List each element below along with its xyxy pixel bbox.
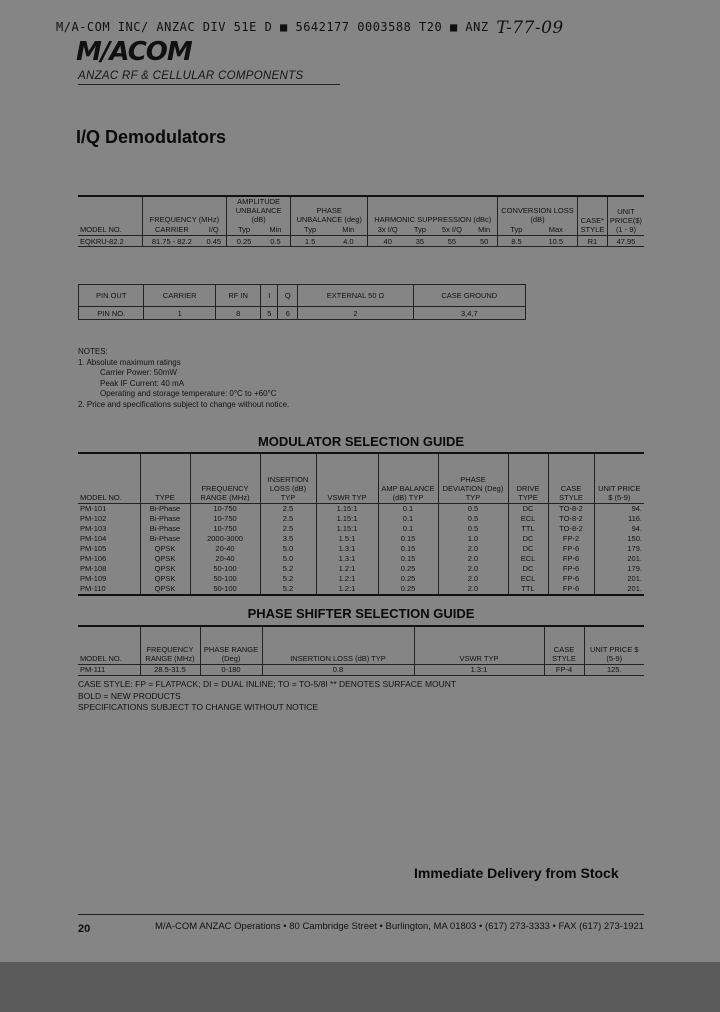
modulator-cell: 50-100 xyxy=(190,564,260,574)
modulator-cell: TTL xyxy=(508,584,548,595)
modulator-cell: QPSK xyxy=(140,554,190,564)
modulator-cell: FP-6 xyxy=(548,554,594,564)
modulator-cell: 1.2:1 xyxy=(316,574,378,584)
modulator-cell: ECL xyxy=(508,514,548,524)
note-1c: Operating and storage temperature: 0°C to +60°C xyxy=(100,389,277,398)
notes-title: NOTES: xyxy=(78,347,108,356)
modulator-cell: 0.1 xyxy=(378,524,438,534)
cell-model: EQKRU-82.2 xyxy=(80,236,124,246)
modulator-cell: TO-8-2 xyxy=(548,524,594,534)
table-row xyxy=(78,524,644,534)
col-h3-typ: Typ xyxy=(413,225,426,234)
modulator-cell: FP-6 xyxy=(548,574,594,584)
modulator-cell: 5.2 xyxy=(260,564,316,574)
modulator-cell: 2.0 xyxy=(438,564,508,574)
col-phase-typ: Typ xyxy=(290,225,329,236)
pin-header-ground: CASE GROUND xyxy=(413,285,525,307)
pin-cell: 1 xyxy=(144,307,216,320)
phase-shifter-col-header: VSWR TYP xyxy=(414,626,544,664)
modulator-cell: DC xyxy=(508,564,548,574)
modulator-cell: 10-750 xyxy=(190,503,260,514)
modulator-cell: 201. xyxy=(594,584,644,595)
cell-conv-typ: 8.5 xyxy=(498,236,535,247)
cell-case: R1 xyxy=(577,236,607,247)
phase-shifter-table xyxy=(78,625,644,676)
col-amplitude: AMPLITUDE UNBALANCE (dB) xyxy=(227,196,291,225)
iq-spec-table xyxy=(78,195,644,247)
modulator-cell: 94. xyxy=(594,503,644,514)
cell-conv-max: 10.5 xyxy=(548,236,564,246)
modulator-cell: 10-750 xyxy=(190,524,260,534)
note-1a: Carrier Power: 50mW xyxy=(100,368,177,377)
note-2: 2. Price and specifications subject to change without notice. xyxy=(78,399,290,409)
modulator-cell: 1.2:1 xyxy=(316,584,378,595)
modulator-col-header: VSWR TYP xyxy=(316,453,378,503)
modulator-cell: TTL xyxy=(508,524,548,534)
cell-h3-min: 35 xyxy=(415,236,425,246)
company-subtitle: ANZAC RF & CELLULAR COMPONENTS xyxy=(78,70,304,82)
tagline: Immediate Delivery from Stock xyxy=(414,865,619,881)
col-frequency: FREQUENCY (MHz) xyxy=(142,196,227,225)
modulator-cell: FP-6 xyxy=(548,584,594,595)
modulator-cell: 0.5 xyxy=(438,524,508,534)
phase-shifter-header-row xyxy=(78,626,644,664)
table-row xyxy=(78,236,644,247)
modulator-body xyxy=(78,503,644,595)
phase-shifter-cell: 0-180 xyxy=(200,664,262,675)
col-conv-typ: Typ xyxy=(498,225,535,236)
modulator-cell: Bi-Phase xyxy=(140,503,190,514)
col-unit-price: UNIT PRICE($) (1 - 9) xyxy=(607,196,644,236)
scan-margin xyxy=(0,962,720,1012)
phase-shifter-col-header: INSERTION LOSS (dB) TYP xyxy=(262,626,414,664)
col-iq: I/Q xyxy=(208,225,219,234)
cell-amp-typ: 0.25 xyxy=(227,236,261,247)
note-1b: Peak IF Current: 40 mA xyxy=(100,378,185,388)
subtitle-divider xyxy=(78,84,340,85)
modulator-cell: QPSK xyxy=(140,544,190,554)
modulator-cell: 0.25 xyxy=(378,574,438,584)
page-number: 20 xyxy=(78,923,91,935)
modulator-cell: 1.0 xyxy=(438,534,508,544)
modulator-cell: 2.0 xyxy=(438,544,508,554)
pin-header-carrier: CARRIER xyxy=(144,285,216,307)
modulator-cell: 0.5 xyxy=(438,503,508,514)
modulator-cell: 10-750 xyxy=(190,514,260,524)
modulator-cell: 1.15:1 xyxy=(316,524,378,534)
modulator-cell: 0.25 xyxy=(378,564,438,574)
col-case-style: CASE* STYLE xyxy=(577,196,607,236)
modulator-cell: 0.1 xyxy=(378,503,438,514)
pin-cell: 6 xyxy=(278,307,298,320)
phase-shifter-cell: 1.3:1 xyxy=(414,664,544,675)
modulator-cell: 94. xyxy=(594,524,644,534)
cell-carrier: 81.75 - 82.2 xyxy=(142,236,201,247)
pin-cell: 2 xyxy=(298,307,413,320)
col-harmonic: HARMONIC SUPPRESSION (dBc) xyxy=(368,196,498,225)
modulator-cell: 150. xyxy=(594,534,644,544)
modulator-col-header: FREQUENCY RANGE (MHz) xyxy=(190,453,260,503)
phase-shifter-cell: 125. xyxy=(584,664,644,675)
handwritten-code: T-77-09 xyxy=(496,18,564,38)
modulator-col-header: AMP BALANCE (dB) TYP xyxy=(378,453,438,503)
modulator-cell: 0.25 xyxy=(378,584,438,595)
modulator-cell: 1.15:1 xyxy=(316,514,378,524)
col-carrier: CARRIER xyxy=(142,225,201,236)
modulator-cell: 5.2 xyxy=(260,584,316,595)
footnote-bold: BOLD = NEW PRODUCTS xyxy=(78,690,181,701)
modulator-cell: FP-6 xyxy=(548,544,594,554)
col-model: MODEL NO. xyxy=(80,225,122,234)
modulator-cell: 20-40 xyxy=(190,544,260,554)
notes-block xyxy=(78,347,289,410)
modulator-col-header: CASE STYLE xyxy=(548,453,594,503)
cell-h3-typ: 40 xyxy=(368,236,407,247)
modulator-cell: TO-8-2 xyxy=(548,514,594,524)
phase-shifter-cell: FP-4 xyxy=(544,664,584,675)
modulator-cell: 2.0 xyxy=(438,584,508,595)
col-h5: 5x I/Q xyxy=(441,225,462,234)
modulator-cell: Bi-Phase xyxy=(140,514,190,524)
pin-header-external: EXTERNAL 50 Ω xyxy=(298,285,413,307)
modulator-cell: 1.5:1 xyxy=(316,534,378,544)
phase-shifter-guide-title: PHASE SHIFTER SELECTION GUIDE xyxy=(247,606,475,621)
pin-cell: 5 xyxy=(261,307,278,320)
modulator-cell: DC xyxy=(508,544,548,554)
modulator-cell: TO-8-2 xyxy=(548,503,594,514)
phase-shifter-cell: PM-111 xyxy=(78,664,140,675)
archive-stamp: M/A-COM INC/ ANZAC DIV 51E D ■ 5642177 0003588 T20 ■ ANZ xyxy=(56,20,489,34)
company-logo: M/ACOM xyxy=(76,37,192,67)
modulator-cell: 201. xyxy=(594,574,644,584)
modulator-cell: 5.2 xyxy=(260,574,316,584)
modulator-cell: 2.5 xyxy=(260,514,316,524)
modulator-cell: DC xyxy=(508,534,548,544)
pin-cell: PIN NO. xyxy=(79,307,144,320)
archive-stamp-line xyxy=(56,16,636,36)
footnote-specs: SPECIFICATIONS SUBJECT TO CHANGE WITHOUT NOTICE xyxy=(78,702,319,712)
pin-cell: 8 xyxy=(215,307,260,320)
table-row xyxy=(78,534,644,544)
modulator-cell: 179. xyxy=(594,544,644,554)
pin-header-i: I xyxy=(261,285,278,307)
modulator-cell: PM-101 xyxy=(80,503,107,513)
modulator-cell: FP-2 xyxy=(548,534,594,544)
cell-iq: 0.45 xyxy=(206,236,222,246)
col-amp-min: Min xyxy=(269,225,282,234)
modulator-cell: Bi-Phase xyxy=(140,524,190,534)
modulator-cell: PM-106 xyxy=(80,553,107,563)
col-h3: 3x I/Q xyxy=(368,225,407,236)
col-conv-max: Max xyxy=(548,225,563,234)
cell-h5-typ: 55 xyxy=(447,236,457,246)
modulator-cell: 2.0 xyxy=(438,574,508,584)
modulator-cell: 0.1 xyxy=(378,514,438,524)
col-h5-min: Min xyxy=(478,225,491,234)
modulator-cell: 0.15 xyxy=(378,544,438,554)
footer-divider xyxy=(78,914,644,915)
pinout-table xyxy=(78,284,526,320)
phase-shifter-col-header: CASE STYLE xyxy=(544,626,584,664)
modulator-cell: Bi-Phase xyxy=(140,534,190,544)
footnote-case-style: CASE STYLE: FP = FLATPACK; DI = DUAL INLINE; TO = TO-5/8I ** DENOTES SURFACE MOUNT xyxy=(78,679,457,689)
table-row xyxy=(78,544,644,554)
modulator-cell: PM-108 xyxy=(80,563,107,573)
table-row xyxy=(78,584,644,595)
modulator-cell: ECL xyxy=(508,574,548,584)
modulator-cell: 5.0 xyxy=(260,554,316,564)
modulator-cell: 50-100 xyxy=(190,584,260,595)
footnotes xyxy=(78,679,456,714)
modulator-cell: QPSK xyxy=(140,584,190,595)
table-row xyxy=(78,574,644,584)
cell-h5-min: 50 xyxy=(479,236,489,246)
modulator-cell: 2000-3000 xyxy=(190,534,260,544)
modulator-col-header: TYPE xyxy=(140,453,190,503)
cell-amp-max: 0.5 xyxy=(270,236,281,246)
modulator-cell: PM-110 xyxy=(78,584,140,595)
modulator-cell: 0.15 xyxy=(378,554,438,564)
table-row xyxy=(78,664,644,675)
modulator-cell: 5.0 xyxy=(260,544,316,554)
col-phase-min: Min xyxy=(342,225,355,234)
modulator-col-header: MODEL NO. xyxy=(78,453,140,503)
modulator-cell: ECL xyxy=(508,554,548,564)
modulator-cell: PM-109 xyxy=(80,573,107,583)
col-amp-typ: Typ xyxy=(227,225,261,236)
modulator-cell: 3.5 xyxy=(260,534,316,544)
modulator-cell: QPSK xyxy=(140,574,190,584)
phase-shifter-col-header: FREQUENCY RANGE (MHz) xyxy=(140,626,200,664)
modulator-cell: 1.3:1 xyxy=(316,544,378,554)
modulator-cell: 201. xyxy=(594,554,644,564)
note-1: 1. Absolute maximum ratings xyxy=(78,357,181,367)
modulator-col-header: DRIVE TYPE xyxy=(508,453,548,503)
cell-price: 47.95 xyxy=(607,236,644,247)
pin-header-pinout: PIN OUT xyxy=(79,285,144,307)
modulator-cell: PM-104 xyxy=(80,533,107,543)
modulator-cell: 2.5 xyxy=(260,503,316,514)
modulator-cell: 1.15:1 xyxy=(316,503,378,514)
modulator-guide-title: MODULATOR SELECTION GUIDE xyxy=(257,434,465,449)
modulator-cell: 2.5 xyxy=(260,524,316,534)
table-row xyxy=(78,503,644,514)
phase-shifter-col-header: UNIT PRICE $ (5-9) xyxy=(584,626,644,664)
modulator-cell: 1.2:1 xyxy=(316,564,378,574)
modulator-cell: QPSK xyxy=(140,564,190,574)
modulator-cell: 20-40 xyxy=(190,554,260,564)
modulator-cell: PM-105 xyxy=(80,543,107,553)
modulator-table xyxy=(78,452,644,596)
table-row xyxy=(78,564,644,574)
modulator-cell: 2.0 xyxy=(438,554,508,564)
pin-header-rfin: RF IN xyxy=(215,285,260,307)
modulator-cell: DC xyxy=(508,503,548,514)
modulator-cell: 1.3:1 xyxy=(316,554,378,564)
table-row xyxy=(78,514,644,524)
modulator-cell: PM-102 xyxy=(80,513,107,523)
modulator-cell: FP-6 xyxy=(548,564,594,574)
modulator-col-header: INSERTION LOSS (dB) TYP xyxy=(260,453,316,503)
pin-header-q: Q xyxy=(278,285,298,307)
modulator-cell: 0.15 xyxy=(378,534,438,544)
phase-shifter-col-header: MODEL NO. xyxy=(78,626,140,664)
phase-shifter-col-header: PHASE RANGE (Deg) xyxy=(200,626,262,664)
phase-shifter-cell: 0.8 xyxy=(262,664,414,675)
modulator-cell: PM-103 xyxy=(80,523,107,533)
modulator-col-header: PHASE DEVIATION (Deg) TYP xyxy=(438,453,508,503)
page-title: I/Q Demodulators xyxy=(76,127,227,147)
col-conversion: CONVERSION LOSS (dB) xyxy=(498,196,578,225)
footer-address: M/A-COM ANZAC Operations • 80 Cambridge Street • Burlington, MA 01803 • (617) 273-3333 • FAX (617) 273-1921 xyxy=(155,921,645,932)
table-row xyxy=(79,307,526,320)
modulator-header-row xyxy=(78,453,644,503)
modulator-cell: 0.5 xyxy=(438,514,508,524)
phase-shifter-cell: 28.5-31.5 xyxy=(140,664,200,675)
cell-phase-max: 4.0 xyxy=(343,236,354,246)
col-phase: PHASE UNBALANCE (deg) xyxy=(290,196,367,225)
modulator-col-header: UNIT PRICE $ (5-9) xyxy=(594,453,644,503)
modulator-cell: 116. xyxy=(594,514,644,524)
pin-cell: 3,4,7 xyxy=(413,307,525,320)
table-row xyxy=(78,554,644,564)
modulator-cell: 50-100 xyxy=(190,574,260,584)
modulator-cell: 179. xyxy=(594,564,644,574)
cell-phase-typ: 1.5 xyxy=(290,236,329,247)
